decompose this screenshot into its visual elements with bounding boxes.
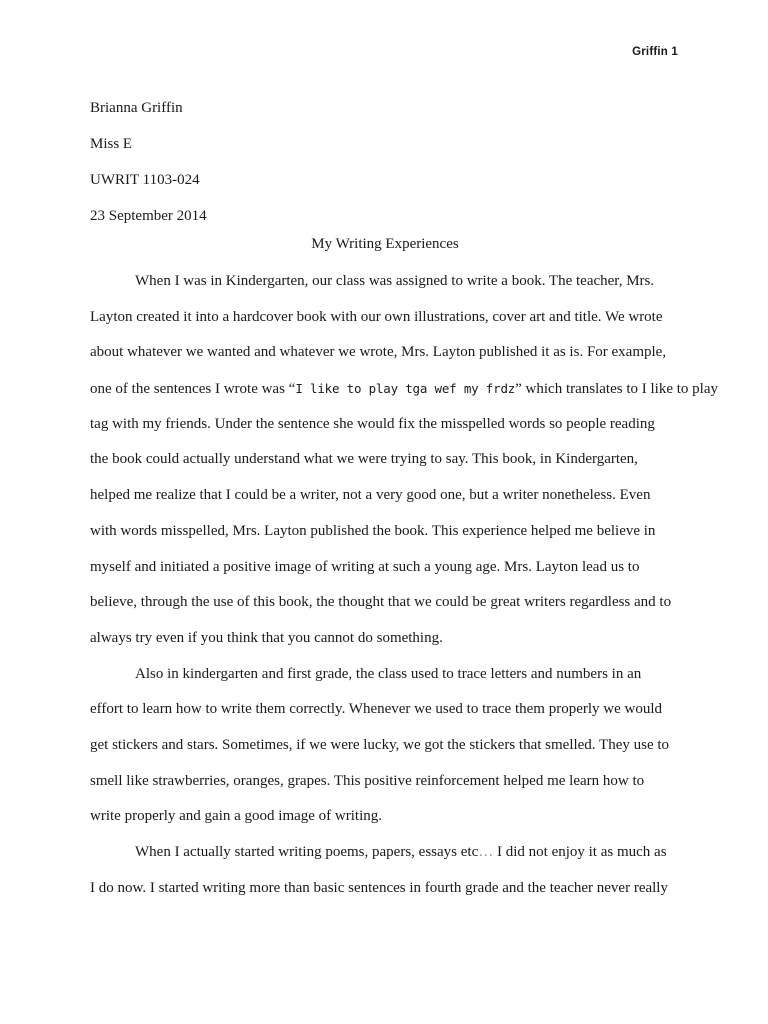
- body-line-with-ellipsis: [90, 835, 680, 871]
- ellipsis-mark: …: [478, 844, 494, 860]
- author-name: Brianna Griffin: [90, 100, 183, 116]
- body-line: Layton created it into a hardcover book with our own illustrations, cover art and title. We wrote: [90, 308, 663, 325]
- body-line: always try even if you think that you cannot do something.: [90, 629, 443, 646]
- body-line: the book could actually understand what we were trying to say. This book, in Kindergarten,: [90, 451, 638, 468]
- essay-body: [90, 264, 718, 906]
- body-line: with words misspelled, Mrs. Layton published the book. This experience helped me believe in: [90, 522, 656, 539]
- ellipsis-trail-text: I did not enjoy it as much as: [493, 844, 667, 860]
- handwritten-quote: I like to play tga wef my frdz: [295, 381, 516, 397]
- body-line: helped me realize that I could be a writer, not a very good one, but a writer nonetheless. Even: [90, 487, 651, 504]
- body-line: I do now. I started writing more than basic sentences in fourth grade and the teacher never really: [90, 879, 668, 896]
- course-code: UWRIT 1103-024: [90, 172, 200, 188]
- body-line: myself and initiated a positive image of writing at such a young age. Mrs. Layton lead us to: [90, 558, 640, 575]
- body-line: write properly and gain a good image of writing.: [90, 808, 383, 825]
- body-line: smell like strawberries, oranges, grapes. This positive reinforcement helped me learn how to: [90, 772, 645, 789]
- quote-lead-text: one of the sentences I wrote was “: [90, 381, 296, 398]
- running-head: Griffin 1: [632, 46, 678, 58]
- ellipsis-lead-text: When I actually started writing poems, papers, essays etc: [135, 844, 479, 860]
- body-line: believe, through the use of this book, the thought that we could be great writers regardless and to: [90, 594, 672, 611]
- essay-date: 23 September 2014: [90, 208, 207, 224]
- body-line: about whatever we wanted and whatever we wrote, Mrs. Layton published it as is. For example,: [90, 344, 667, 361]
- essay-title: My Writing Experiences: [311, 236, 459, 252]
- instructor-name: Miss E: [90, 136, 133, 152]
- body-line: effort to learn how to write them correctly. Whenever we used to trace them properly we would: [90, 701, 663, 718]
- body-line: Also in kindergarten and first grade, the class used to trace letters and numbers in an: [135, 665, 642, 682]
- body-line-with-quote: [90, 371, 718, 407]
- body-line: get stickers and stars. Sometimes, if we were lucky, we got the stickers that smelled. They use to: [90, 736, 670, 753]
- body-line: tag with my friends. Under the sentence she would fix the misspelled words so people reading: [90, 415, 655, 432]
- body-line: When I was in Kindergarten, our class was assigned to write a book. The teacher, Mrs.: [135, 273, 655, 289]
- quote-trail-text: ” which translates to I like to play: [515, 381, 718, 398]
- heading-block: [90, 90, 680, 234]
